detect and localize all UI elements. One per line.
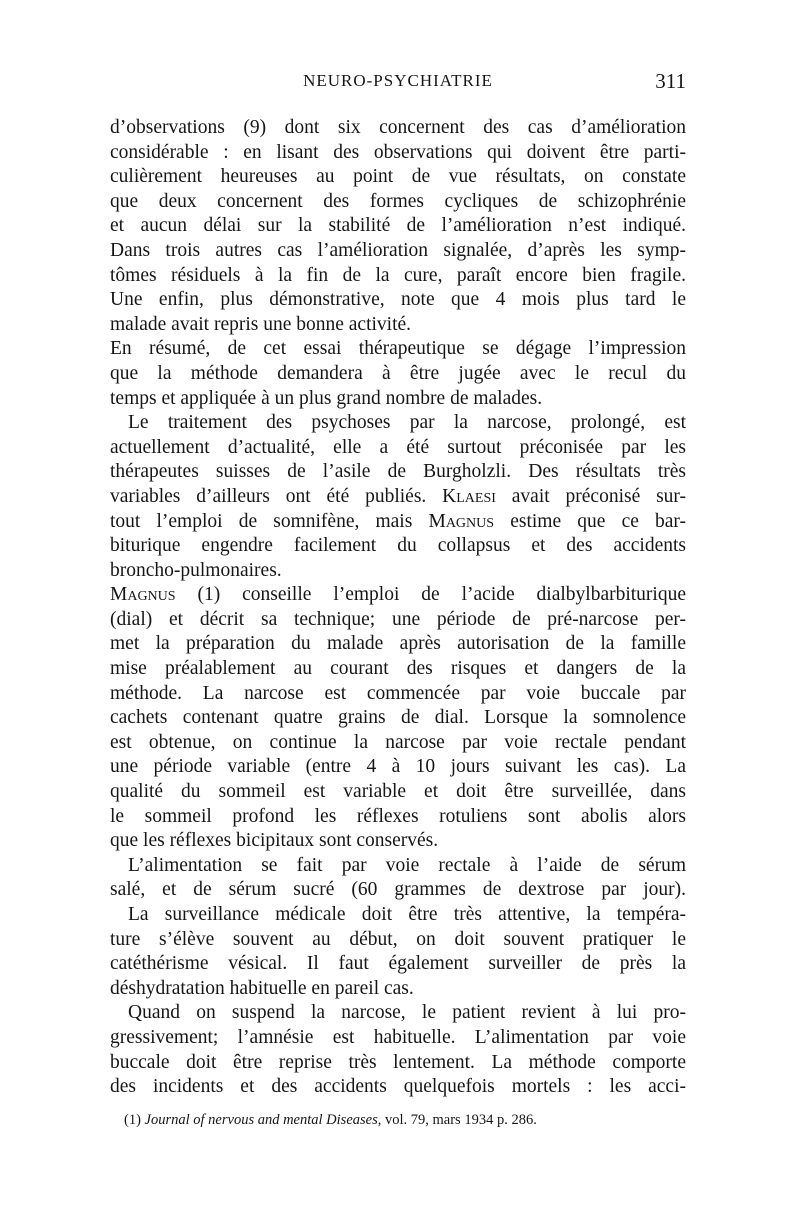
text-segment: avait préconisé sur- bbox=[511, 485, 687, 507]
text-line: salé, et de sérum sucré (60 grammes de dextrose par jour). bbox=[110, 879, 686, 901]
page-number: 311 bbox=[655, 69, 686, 93]
text-line bbox=[110, 485, 686, 510]
text-line: des incidents et des accidents quelquefois mortels : les acci- bbox=[110, 1076, 686, 1098]
text-line: broncho-pulmonaires. bbox=[110, 559, 282, 581]
text-line: une période variable (entre 4 à 10 jours suivant les cas). La bbox=[110, 756, 686, 778]
footnote-journal: Journal of nervous and mental Diseases bbox=[144, 1112, 378, 1128]
text-line: est obtenue, on continue la narcose par voie rectale pendant bbox=[110, 731, 686, 753]
text-line: La surveillance médicale doit être très attentive, la tempéra- bbox=[128, 904, 686, 925]
text-line: d’observations (9) dont six concernent des cas d’amélioration bbox=[110, 117, 686, 138]
text-line: malade avait repris une bonne activité. bbox=[110, 313, 412, 335]
author-name: Magnus bbox=[428, 510, 495, 532]
text-line: Une enfin, plus démonstrative, note que 4 mois plus tard le bbox=[110, 289, 686, 311]
text-line: buccale doit être reprise très lentement. La méthode comporte bbox=[110, 1051, 686, 1073]
text-line: gressivement; l’amnésie est habituelle. L’alimentation par voie bbox=[110, 1026, 686, 1048]
running-header bbox=[110, 66, 686, 96]
text-segment: (1) conseille l’emploi de l’acide dialbylbarbiturique bbox=[197, 584, 686, 606]
text-segment: tout l’emploi de somnifène, mais bbox=[110, 510, 413, 532]
text-line: le sommeil profond les réflexes rotuliens sont abolis alors bbox=[110, 805, 686, 827]
text-line: Dans trois autres cas l’amélioration signalée, d’après les symp- bbox=[110, 239, 686, 261]
footnote bbox=[124, 1110, 537, 1130]
text-line bbox=[110, 510, 686, 535]
text-line: méthode. La narcose est commencée par voie buccale par bbox=[110, 682, 686, 704]
text-line: thérapeutes suisses de l’asile de Burgholzli. Des résultats très bbox=[110, 461, 686, 483]
text-line: déshydratation habituelle en pareil cas. bbox=[110, 977, 414, 999]
footnote-marker: (1) bbox=[124, 1112, 141, 1128]
text-line: tômes résiduels à la fin de la cure, paraît encore bien fragile. bbox=[110, 264, 686, 286]
text-line: met la préparation du malade après autorisation de la famille bbox=[110, 633, 686, 655]
text-line: biturique engendre facilement du collapsus et des accidents bbox=[110, 535, 686, 557]
text-segment: variables d’ailleurs ont été publiés. bbox=[110, 485, 427, 507]
text-line: L’alimentation se fait par voie rectale à l’aide de sérum bbox=[128, 854, 686, 876]
text-line: Quand on suspend la narcose, le patient revient à lui pro- bbox=[128, 1002, 686, 1024]
text-line: actuellement d’actualité, elle a été surtout préconisée par les bbox=[110, 436, 686, 458]
text-line: et aucun délai sur la stabilité de l’amélioration n’est indiqué. bbox=[110, 215, 686, 237]
text-line: considérable : en lisant des observations qui doivent être parti- bbox=[110, 141, 686, 163]
text-line: (dial) et décrit sa technique; une période de pré-narcose per- bbox=[110, 608, 686, 630]
text-segment: estime que ce bar- bbox=[510, 510, 687, 532]
text-line: culièrement heureuses au point de vue résultats, on constate bbox=[110, 166, 686, 188]
running-head-title: NEURO-PSYCHIATRIE bbox=[303, 71, 493, 90]
text-line: En résumé, de cet essai thérapeutique se dégage l’impression bbox=[110, 338, 686, 360]
text-line bbox=[110, 583, 686, 608]
text-line: temps et appliquée à un plus grand nombre de malades. bbox=[110, 387, 543, 409]
author-name: Klaesi bbox=[442, 485, 496, 507]
text-line: que deux concernent des formes cycliques de schizophrénie bbox=[110, 190, 686, 212]
body-text bbox=[110, 116, 686, 1100]
text-line: ture s’élève souvent au début, on doit souvent pratiquer le bbox=[110, 928, 686, 950]
text-line: que les réflexes bicipitaux sont conservés. bbox=[110, 830, 439, 852]
author-name: Magnus bbox=[110, 584, 176, 606]
text-line: qualité du sommeil est variable et doit être surveillée, dans bbox=[110, 781, 686, 803]
text-line: mise préalablement au courant des risques et dangers de la bbox=[110, 658, 686, 680]
text-line: que la méthode demandera à être jugée avec le recul du bbox=[110, 362, 686, 384]
footnote-details: , vol. 79, mars 1934 p. 286. bbox=[377, 1112, 537, 1128]
text-line: cachets contenant quatre grains de dial. Lorsque la somnolence bbox=[110, 707, 686, 729]
text-line: catéthérisme vésical. Il faut également surveiller de près la bbox=[110, 953, 686, 975]
text-line: Le traitement des psychoses par la narcose, prolongé, est bbox=[128, 412, 686, 434]
